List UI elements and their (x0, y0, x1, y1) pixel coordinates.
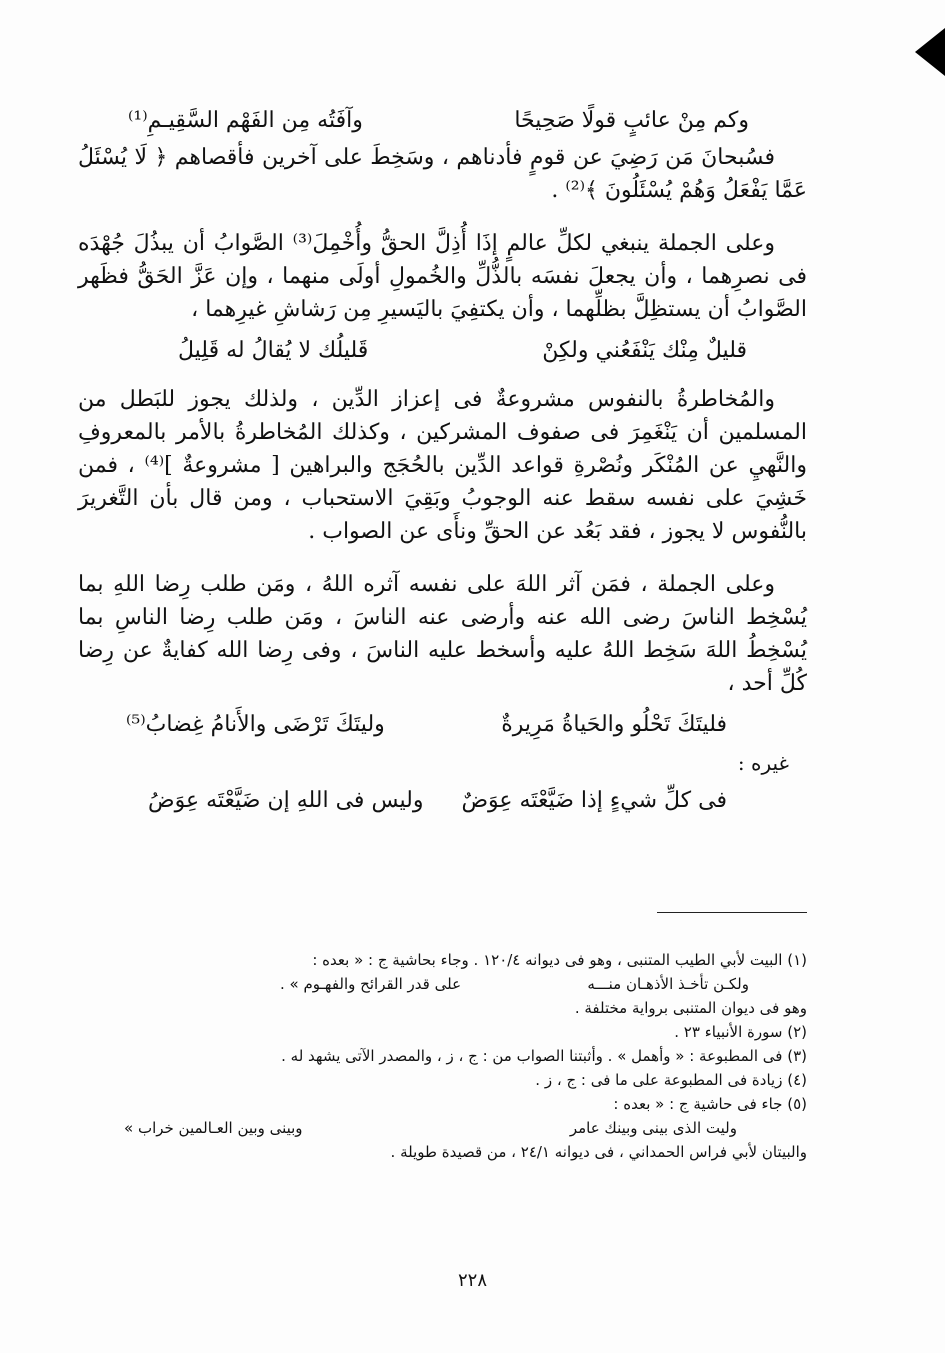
paragraph-3: والمُخاطرةُ بالنفوس مشروعةٌ فى إعزاز الدِّين ، ولذلك يجوز للبَطل من المسلمين أن يَنْغَمِرَ فى صفوف المشركين ، وكذلك المُخاطرةُ بالأمر بالمعروفِ والنَّهيِ عن المُنْكَر ونُصْرةِ قواعد الدِّين بالحُجَج والبراهين [ مشروعةٌ ]⁽⁴⁾ ، فمن خَشِيَ على نفسه سقط عنه الوجوبُ وبَقِيَ الاستحباب ، ومن قال بأن التَّغريرَ بالنُّفوس لا يجوز ، فقد بَعُد عن الحقِّ ونأَى عن الصواب . (78, 387, 807, 544)
footnote-1: (١) البيت لأبي الطيب المتنبى ، وهو فى ديوانه ١٢٠/٤ . وجاء بحاشية ج : « بعده : (312, 951, 807, 969)
verse-2-first-hemistich: قليلٌ مِنْك يَنْفَعُني ولكِنْ (542, 338, 747, 363)
verse-3-second-hemistich: وليتَكَ تَرْضَى والأَنامُ غِضابُ⁽⁵⁾ (126, 712, 385, 737)
footnote-1-verse-second: على قدر القرائح والفهـوم » . (280, 975, 462, 993)
verse-3-first-hemistich: فليتَكَ تَحْلُو والحَياةُ مَرِيرةٌ (501, 712, 727, 737)
paragraph-1: فسُبحانَ مَن رَضِيَ عن قومٍ فأدناهم ، وسَخِطَ على آخرين فأقصاهم ﴿ لَا يُسْئَلُ عَمَّا يَفْعَلُ وَهُمْ يُسْئَلُونَ ﴾⁽²⁾ . (78, 145, 807, 203)
footnote-1-continuation: وهو فى ديوان المتنبى برواية مختلفة . (574, 999, 807, 1017)
verse-1 (78, 104, 807, 137)
page-number: ٢٢٨ (457, 1270, 487, 1291)
footnote-4: (٤) زيادة فى المطبوعة على ما فى : ج ، ز . (535, 1071, 807, 1089)
footnotes (120, 948, 807, 1164)
footnote-2: (٢) سورة الأنبياء ٢٣ . (674, 1023, 807, 1041)
footnote-5-verse (120, 1116, 807, 1140)
verse-2 (78, 334, 807, 367)
footnote-1-verse-first: ولكـن تأخـذ الأذهـان منـــه (587, 975, 749, 993)
verse-1-second-hemistich: وآفَتُه مِن الفَهْم السَّقِيـمِ⁽¹⁾ (128, 108, 363, 133)
footnote-5-verse-first: وليت الذى بينى وبينك عامر (569, 1119, 737, 1137)
footnote-5-verse-second: وبينى وبين العـالمين خراب » (124, 1119, 303, 1137)
attribution-label: غيره : (737, 751, 789, 775)
verse-4 (78, 784, 807, 817)
footnote-5-continuation: والبيتان لأبي فراس الحمداني ، فى ديوانه ٢٤/١ ، من قصيدة طويلة . (390, 1143, 807, 1161)
verse-1-first-hemistich: وكم مِنْ عائبٍ قولًا صَحِيحًا (514, 108, 749, 133)
main-text (78, 100, 807, 821)
footnote-divider (657, 912, 807, 913)
footnote-3: (٣) فى المطبوعة : « وأهمل » . وأثبتنا الصواب من : ج ، ز ، والمصدر الآتى يشهد له . (281, 1047, 807, 1065)
footnote-1-verse (120, 972, 807, 996)
verse-3 (78, 708, 807, 741)
verse-4-first-hemistich: فى كلِّ شيءٍ إذا ضَيَّعْتَه عِوَضٌ (461, 788, 727, 813)
paragraph-2: وعلى الجملة ينبغي لكلِّ عالمٍ إذَا أُذِلَّ الحقُّ وأُخْمِلَ⁽³⁾ الصَّوابُ أن يبذُلَ جُهْدَه فى نصرِهما ، وأن يجعلَ نفسَه بالذُّلِّ والخُمولِ أولَى منهما ، وإن عَزَّ الحَقُّ فظَهر الصَّوابُ أن يستظِلَّ بظلِّهما ، وأن يكتفِيَ باليَسيرِ مِن رَشاشِ غيرِهما ، (78, 231, 807, 322)
verse-2-second-hemistich: قَليلُك لا يُقالُ له قَلِيلُ (178, 338, 369, 363)
verse-4-second-hemistich: وليس فى اللهِ إن ضَيَّعْتَه عِوَضُ (148, 788, 424, 813)
paragraph-4: وعلى الجملة ، فمَن آثر اللهَ على نفسه آثره اللهُ ، ومَن طلب رِضا اللهِ بما يُسْخِط الناسَ رضى الله عنه وأرضى عنه الناسَ ، ومَن طلب رِضا الناسِ بما يُسْخِطُ اللهَ سَخِط اللهُ عليه وأسخط عليه الناسَ ، وفى رِضا الله كفايةٌ عن رِضا كُلِّ أحد ، (78, 572, 807, 696)
footnote-5: (٥) جاء فى حاشية ج : « بعده : (613, 1095, 807, 1113)
